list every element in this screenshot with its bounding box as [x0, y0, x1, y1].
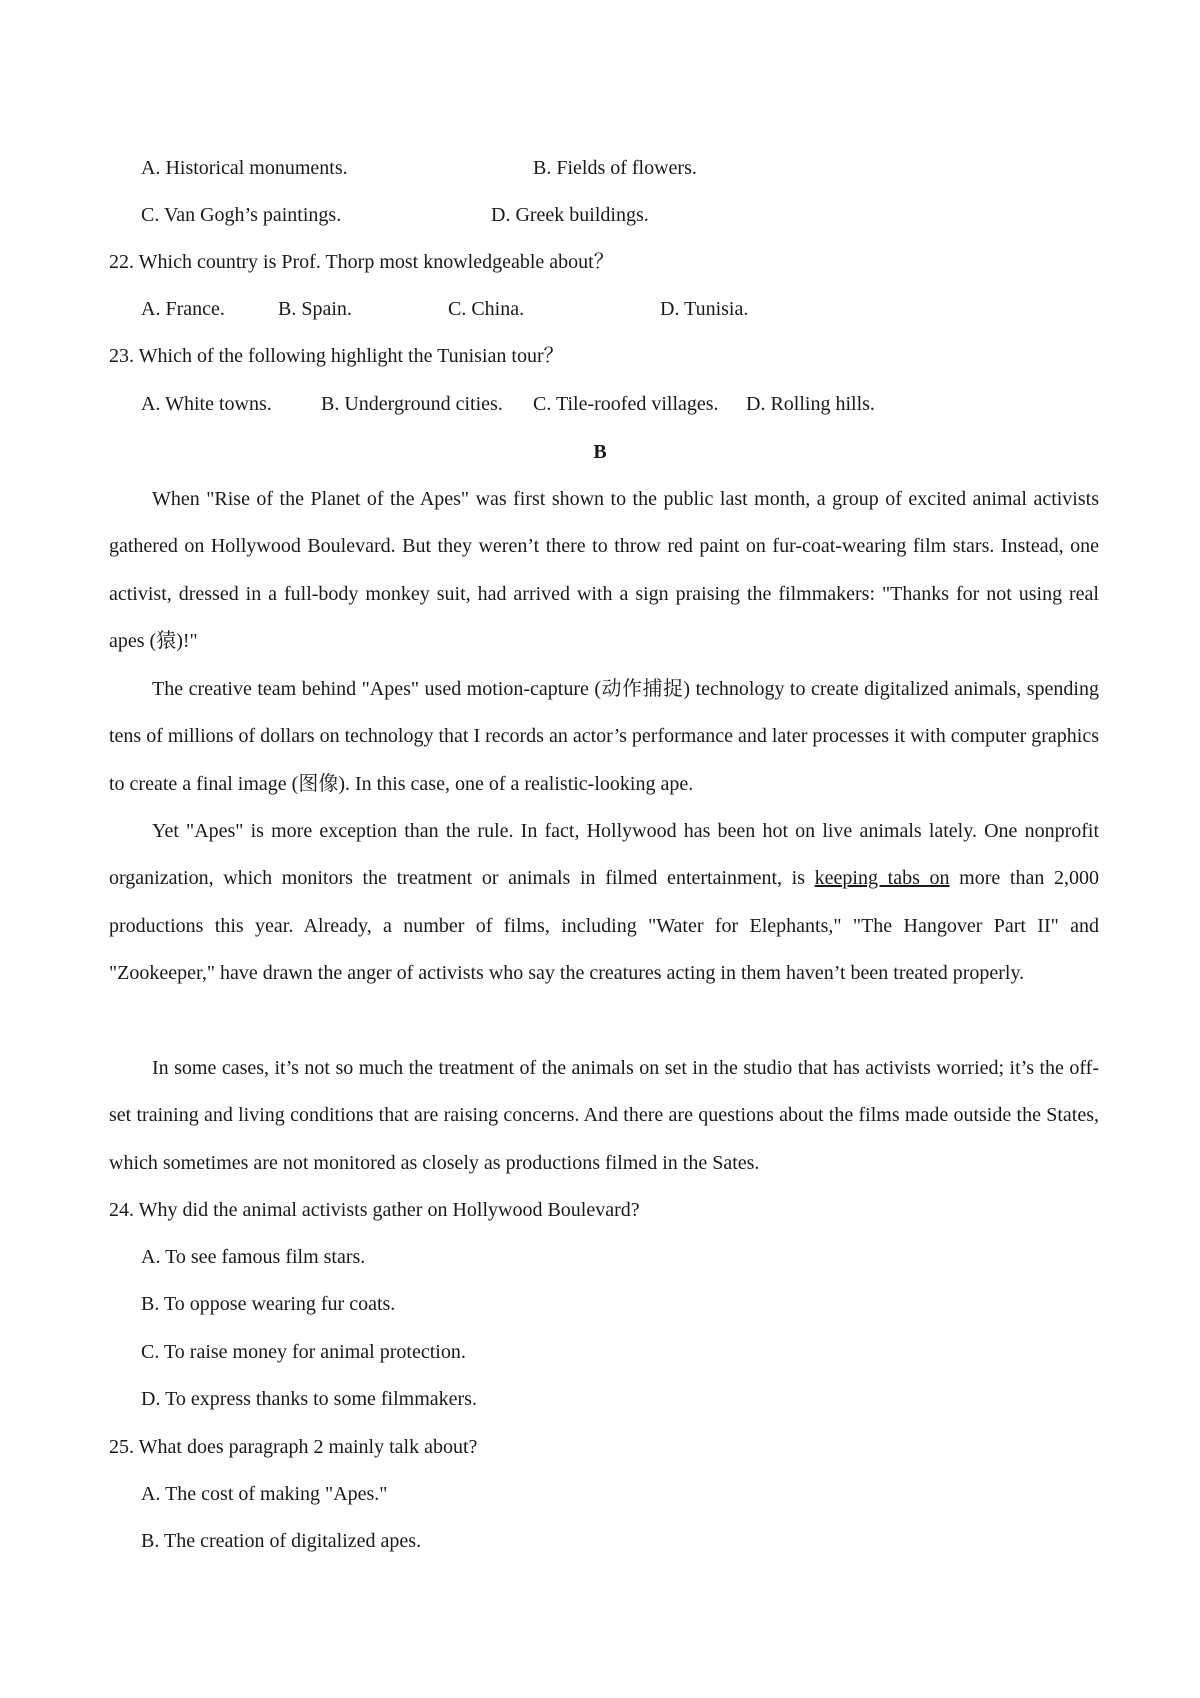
passage-paragraph-3 — [109, 808, 1099, 998]
q23-stem: 23. Which of the following highlight the Tunisian tour？ — [109, 345, 564, 367]
q24-option-b: B. To oppose wearing fur coats. — [141, 1293, 396, 1315]
q22-option-d: D. Tunisia. — [660, 298, 749, 320]
passage-paragraph-1: When "Rise of the Planet of the Apes" was first shown to the public last month, a group of excited animal activists gathered on Hollywood Boulevard. But they weren’t there to throw red paint on fur-coat-wearing film stars. Instead, one activist, dressed in a full-body monkey suit, had arrived with a sign praising the filmmakers: "Thanks for not using real apes (猿)!" — [109, 488, 1099, 653]
q22-option-a: A. France. — [141, 298, 225, 320]
q23-option-d: D. Rolling hills. — [746, 393, 875, 415]
q22-stem: 22. Which country is Prof. Thorp most knowledgeable about？ — [109, 251, 614, 273]
q25-option-b: B. The creation of digitalized apes. — [141, 1530, 422, 1552]
q23-option-c: C. Tile-roofed villages. — [533, 393, 719, 415]
paragraph-3-text-a: Yet "Apes" is more exception than the rule. In fact, Hollywood has been hot on live animals lately. One nonprofit organization, which monitors the treatment or animals in filmed entertainment, is — [109, 820, 1099, 890]
q24-option-d: D. To express thanks to some filmmakers. — [141, 1388, 477, 1410]
q21-option-a: A. Historical monuments. — [141, 157, 348, 179]
q21-option-c: C. Van Gogh’s paintings. — [141, 204, 342, 226]
passage-paragraph-2: The creative team behind "Apes" used motion-capture (动作捕捉) technology to create digitalized animals, spending tens of millions of dollars on technology that I records an actor’s performance and later processes it with computer graphics to create a final image (图像). In this case, one of a realistic-looking ape. — [109, 678, 1099, 795]
q25-stem: 25. What does paragraph 2 mainly talk about? — [109, 1436, 478, 1458]
q23-option-b: B. Underground cities. — [321, 393, 503, 415]
q21-option-b: B. Fields of flowers. — [533, 157, 697, 179]
q22-option-c: C. China. — [448, 298, 525, 320]
section-b-heading: B — [593, 441, 607, 463]
q21-option-d: D. Greek buildings. — [491, 204, 649, 226]
q23-option-a: A. White towns. — [141, 393, 272, 415]
underlined-phrase: keeping tabs on — [814, 867, 950, 890]
paragraph-3-text-b: more than 2,000 productions this year. Already, a number of films, including "Water for Elephants," "The Hangover Part II" and "Zookeeper," have drawn the anger of activists who say the creatures acting in them haven’t been treated properly. — [109, 867, 1100, 985]
q24-option-c: C. To raise money for animal protection. — [141, 1341, 466, 1363]
q24-option-a: A. To see famous film stars. — [141, 1246, 366, 1268]
passage-paragraph-4: In some cases, it’s not so much the treatment of the animals on set in the studio that has activists worried; it’s the off-set training and living conditions that are raising concerns. And there are questions about the films made outside the States, which sometimes are not monitored as closely as productions filmed in the Sates. — [109, 1057, 1099, 1174]
q22-option-b: B. Spain. — [278, 298, 352, 320]
q24-stem: 24. Why did the animal activists gather on Hollywood Boulevard? — [109, 1199, 640, 1221]
q25-option-a: A. The cost of making "Apes." — [141, 1483, 388, 1505]
